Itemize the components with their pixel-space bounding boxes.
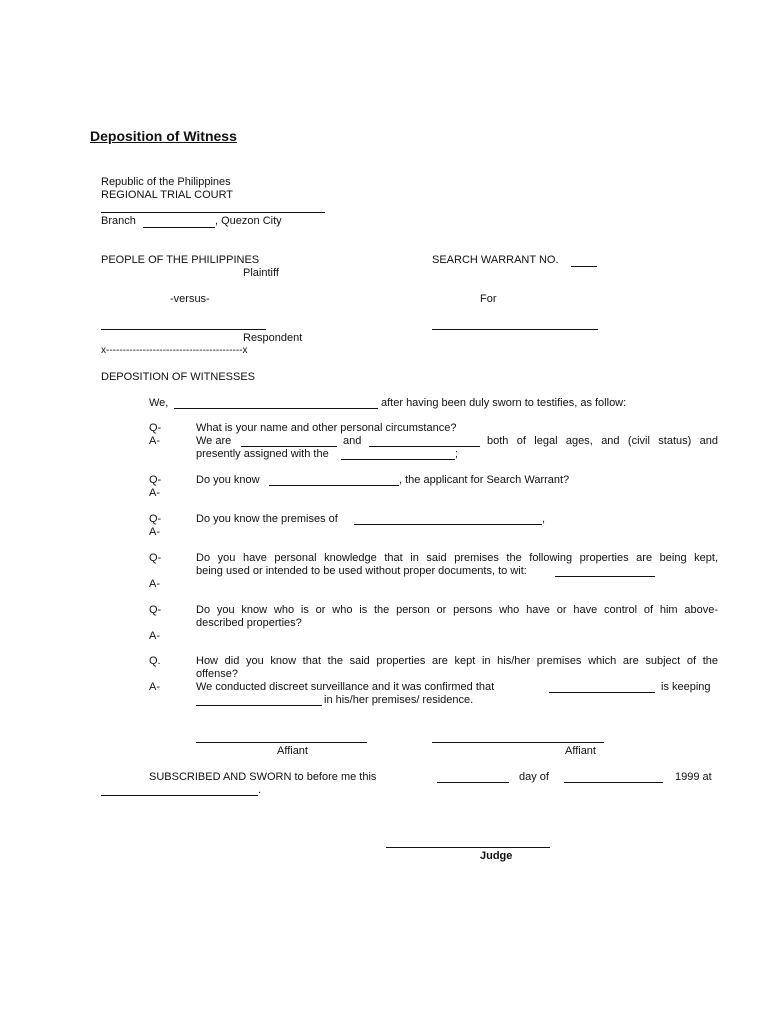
- intro-we: We,: [149, 397, 169, 409]
- a1-name2-blank[interactable]: [369, 446, 480, 447]
- court-label: REGIONAL TRIAL COURT: [101, 189, 234, 201]
- applicant-name-blank[interactable]: [269, 485, 399, 486]
- a5-marker: A-: [149, 630, 160, 642]
- a1-line2: presently assigned with the: [196, 448, 329, 460]
- plaintiff-label: Plaintiff: [243, 267, 279, 279]
- q2-part2: , the applicant for Search Warrant?: [399, 474, 570, 486]
- affiant-signature-line-2[interactable]: [432, 742, 604, 743]
- judge-signature-line[interactable]: [386, 847, 550, 848]
- q5-line1-text: Do you know who is or who is the person or persons who have or have control of him above-: [196, 604, 718, 616]
- q5-line2: described properties?: [196, 617, 302, 629]
- subscribed-day-blank[interactable]: [437, 782, 509, 783]
- q3-end: ,: [542, 513, 546, 525]
- a1-part2: [487, 435, 718, 447]
- a6-line2: in his/her premises/ residence.: [324, 694, 474, 706]
- branch-city-label: , Quezon City: [215, 215, 282, 227]
- a1-and: and: [343, 435, 362, 447]
- respondent-label: Respondent: [243, 332, 303, 344]
- q1-marker: Q-: [149, 422, 162, 434]
- q2-part1: Do you know: [196, 474, 260, 486]
- person-keeping-blank[interactable]: [549, 692, 655, 693]
- document-title: Deposition of Witness: [90, 128, 237, 144]
- people-label: PEOPLE OF THE PHILIPPINES: [101, 254, 260, 266]
- q4-line2: being used or intended to be used without proper documents, to wit:: [196, 565, 527, 577]
- premises-blank[interactable]: [354, 524, 542, 525]
- subscribed-text: SUBSCRIBED AND SWORN to before me this: [149, 771, 377, 783]
- caption-separator: x-----------------------------------------x: [101, 345, 248, 356]
- a6-part2: is keeping: [661, 681, 711, 693]
- a1-assignment-blank[interactable]: [341, 459, 455, 460]
- q6-line1: [196, 655, 718, 667]
- q5-line1: [196, 604, 718, 616]
- subscribed-month-blank[interactable]: [564, 782, 663, 783]
- q3-marker: Q-: [149, 513, 162, 525]
- q5-marker: Q-: [149, 604, 162, 616]
- affiant-signature-line-1[interactable]: [196, 742, 367, 743]
- versus-label: -versus-: [170, 293, 210, 305]
- branch-number-blank[interactable]: [143, 227, 215, 228]
- subscribed-end: .: [258, 784, 262, 796]
- a1-end: ;: [455, 448, 459, 460]
- a1-name1-blank[interactable]: [241, 446, 337, 447]
- affiant-label-1: Affiant: [277, 745, 308, 757]
- properties-blank[interactable]: [555, 576, 655, 577]
- a1-part2-text: both of legal ages, and (civil status) and: [487, 435, 718, 447]
- judge-label: Judge: [480, 850, 513, 862]
- q6-line1-text: How did you know that the said properties are kept in his/her premises which are subject of the: [196, 655, 718, 667]
- for-offense-blank[interactable]: [432, 329, 598, 330]
- court-header-underline: [101, 212, 325, 213]
- q3-text: Do you know the premises of: [196, 513, 338, 525]
- branch-label: Branch: [101, 215, 136, 227]
- a4-marker: A-: [149, 578, 160, 590]
- q4-line1-text: Do you have personal knowledge that in said premises the following properties are being kept,: [196, 552, 718, 564]
- search-warrant-label: SEARCH WARRANT NO.: [432, 254, 559, 266]
- day-of-label: day of: [519, 771, 549, 783]
- for-label: For: [480, 293, 497, 305]
- republic-label: Republic of the Philippines: [101, 176, 231, 188]
- q1-text: What is your name and other personal circumstance?: [196, 422, 457, 434]
- respondent-name-blank[interactable]: [101, 329, 266, 330]
- a1-part1: We are: [196, 435, 232, 447]
- intro-rest: after having been duly sworn to testifies, as follow:: [381, 397, 627, 409]
- a1-marker: A-: [149, 435, 160, 447]
- year-at-label: 1999 at: [675, 771, 712, 783]
- search-warrant-number-blank[interactable]: [571, 266, 597, 267]
- q6-line2: offense?: [196, 668, 239, 680]
- subscribed-place-blank[interactable]: [101, 795, 258, 796]
- a6-part1: We conducted discreet surveillance and it was confirmed that: [196, 681, 495, 693]
- q4-marker: Q-: [149, 552, 162, 564]
- section-title: DEPOSITION OF WITNESSES: [101, 371, 256, 383]
- q2-marker: Q-: [149, 474, 162, 486]
- q4-line1: [196, 552, 718, 564]
- q6-marker: Q.: [149, 655, 161, 667]
- a2-marker: A-: [149, 487, 160, 499]
- affiant-label-2: Affiant: [565, 745, 596, 757]
- witness-names-blank[interactable]: [174, 408, 378, 409]
- a3-marker: A-: [149, 526, 160, 538]
- items-kept-blank[interactable]: [196, 705, 322, 706]
- a6-marker: A-: [149, 681, 160, 693]
